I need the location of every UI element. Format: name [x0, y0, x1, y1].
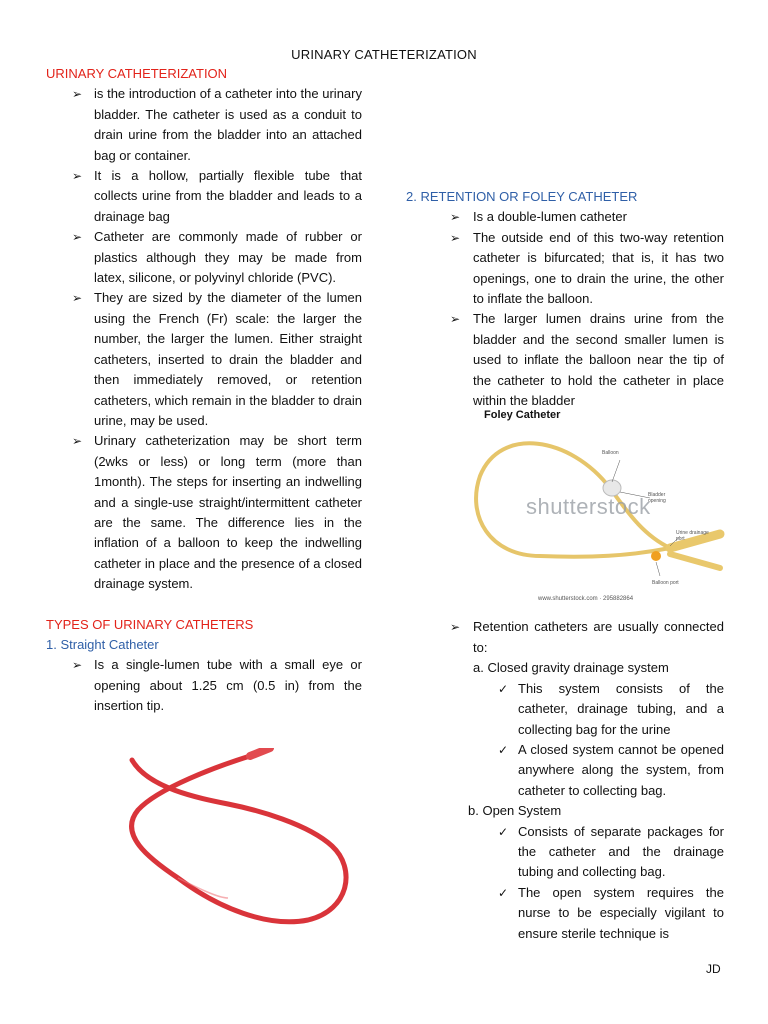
list-item: ➢ They are sized by the diameter of the lumen using the French (Fr) scale: the larger the number, the larger the lumen. Either straight catheters, inserted to drain the bladder and then immediately removed, or retention catheters, which remain in the bladder to drain urine, may be used.: [72, 290, 362, 428]
arrowhead-bullet-icon: ➢: [450, 210, 461, 225]
page-title: URINARY CATHETERIZATION: [291, 47, 477, 62]
bullet-list: [406, 207, 724, 411]
arrowhead-bullet-icon: ➢: [72, 230, 83, 245]
straight-catheter-image: [118, 748, 366, 938]
list-item: ➢ is the introduction of a catheter into the urinary bladder. The catheter is used as a conduit to drain urine from the bladder into an attached bag or container.: [72, 86, 362, 163]
open-system-heading: b. Open System: [468, 803, 562, 819]
list-item: ✓ Consists of separate packages for the catheter and the drainage tubing and collecting bag.: [498, 823, 724, 880]
closed-system-heading: a. Closed gravity drainage system: [473, 660, 669, 676]
checkmark-icon: ✓: [498, 824, 509, 839]
check-list: [406, 822, 724, 944]
figure-credit: www.shutterstock.com · 295882864: [538, 596, 634, 602]
foley-catheter-figure: [470, 406, 726, 608]
watermark: shutterstock: [526, 494, 651, 519]
straight-catheter-heading: 1. Straight Catheter: [46, 636, 159, 652]
figure-label: Urine drainage port: [676, 530, 709, 542]
list-item: ➢ The outside end of this two-way retention catheter is bifurcated; that is, it has two openings, one to drain the urine, the other to inflate the balloon.: [450, 229, 724, 307]
arrowhead-bullet-icon: ➢: [450, 230, 461, 245]
list-item: ➢ The larger lumen drains urine from the bladder and the second smaller lumen is used to inflate the balloon near the tip of the catheter to hold the catheter in place within the bladder: [450, 311, 724, 409]
list-item: ✓ A closed system cannot be opened anywhere along the system, from catheter to collecting bag.: [498, 741, 724, 798]
figure-label: Bladder opening: [648, 492, 666, 504]
left-column: [46, 64, 362, 717]
arrowhead-bullet-icon: ➢: [72, 291, 83, 306]
arrowhead-bullet-icon: ➢: [450, 620, 461, 635]
check-list: [406, 679, 724, 801]
checkmark-icon: ✓: [498, 885, 509, 900]
list-item: ➢ It is a hollow, partially flexible tube that collects urine from the bladder and leads to a drainage bag: [72, 168, 362, 224]
list-item: ✓ This system consists of the catheter, drainage tubing, and a collecting bag for the urine: [498, 680, 724, 737]
list-item: ➢ Is a double-lumen catheter: [406, 207, 724, 227]
list-item: ➢ Is a single-lumen tube with a small eye or opening about 1.25 cm (0.5 in) from the insertion tip.: [72, 657, 362, 714]
list-item: ✓ The open system requires the nurse to be especially vigilant to ensure sterile technique is: [498, 884, 724, 941]
arrowhead-bullet-icon: ➢: [450, 312, 461, 327]
checkmark-icon: ✓: [498, 742, 509, 757]
bullet-list: [46, 84, 362, 594]
arrowhead-bullet-icon: ➢: [72, 434, 83, 449]
arrowhead-bullet-icon: ➢: [72, 87, 83, 102]
footer-initials: JD: [706, 962, 721, 976]
figure-label: Balloon: [602, 450, 619, 456]
bullet-list: [46, 655, 362, 716]
bullet-list: [406, 617, 724, 658]
list-item: ➢ Urinary catheterization may be short term (2wks or less) or long term (more than 1month). The steps for inserting an indwelling and a single-use straight/intermittent catheter are the same. The difference lies in the inflation of a balloon to keep the indwelling catheter in place and the presence of a closed drainage system.: [72, 433, 362, 592]
arrowhead-bullet-icon: ➢: [72, 658, 83, 673]
list-item: ➢ Retention catheters are usually connected to:: [450, 619, 724, 655]
list-item: ➢ Catheter are commonly made of rubber or plastics although they may be made from latex, silicone, or polyvinyl chloride (PVC).: [72, 229, 362, 286]
checkmark-icon: ✓: [498, 681, 509, 696]
section-heading: URINARY CATHETERIZATION: [46, 66, 228, 81]
figure-label: Balloon port: [652, 580, 679, 586]
types-heading: TYPES OF URINARY CATHETERS: [46, 616, 254, 632]
foley-catheter-heading: 2. RETENTION OR FOLEY CATHETER: [406, 189, 638, 204]
arrowhead-bullet-icon: ➢: [72, 169, 83, 184]
figure-title: Foley Catheter: [484, 409, 561, 421]
